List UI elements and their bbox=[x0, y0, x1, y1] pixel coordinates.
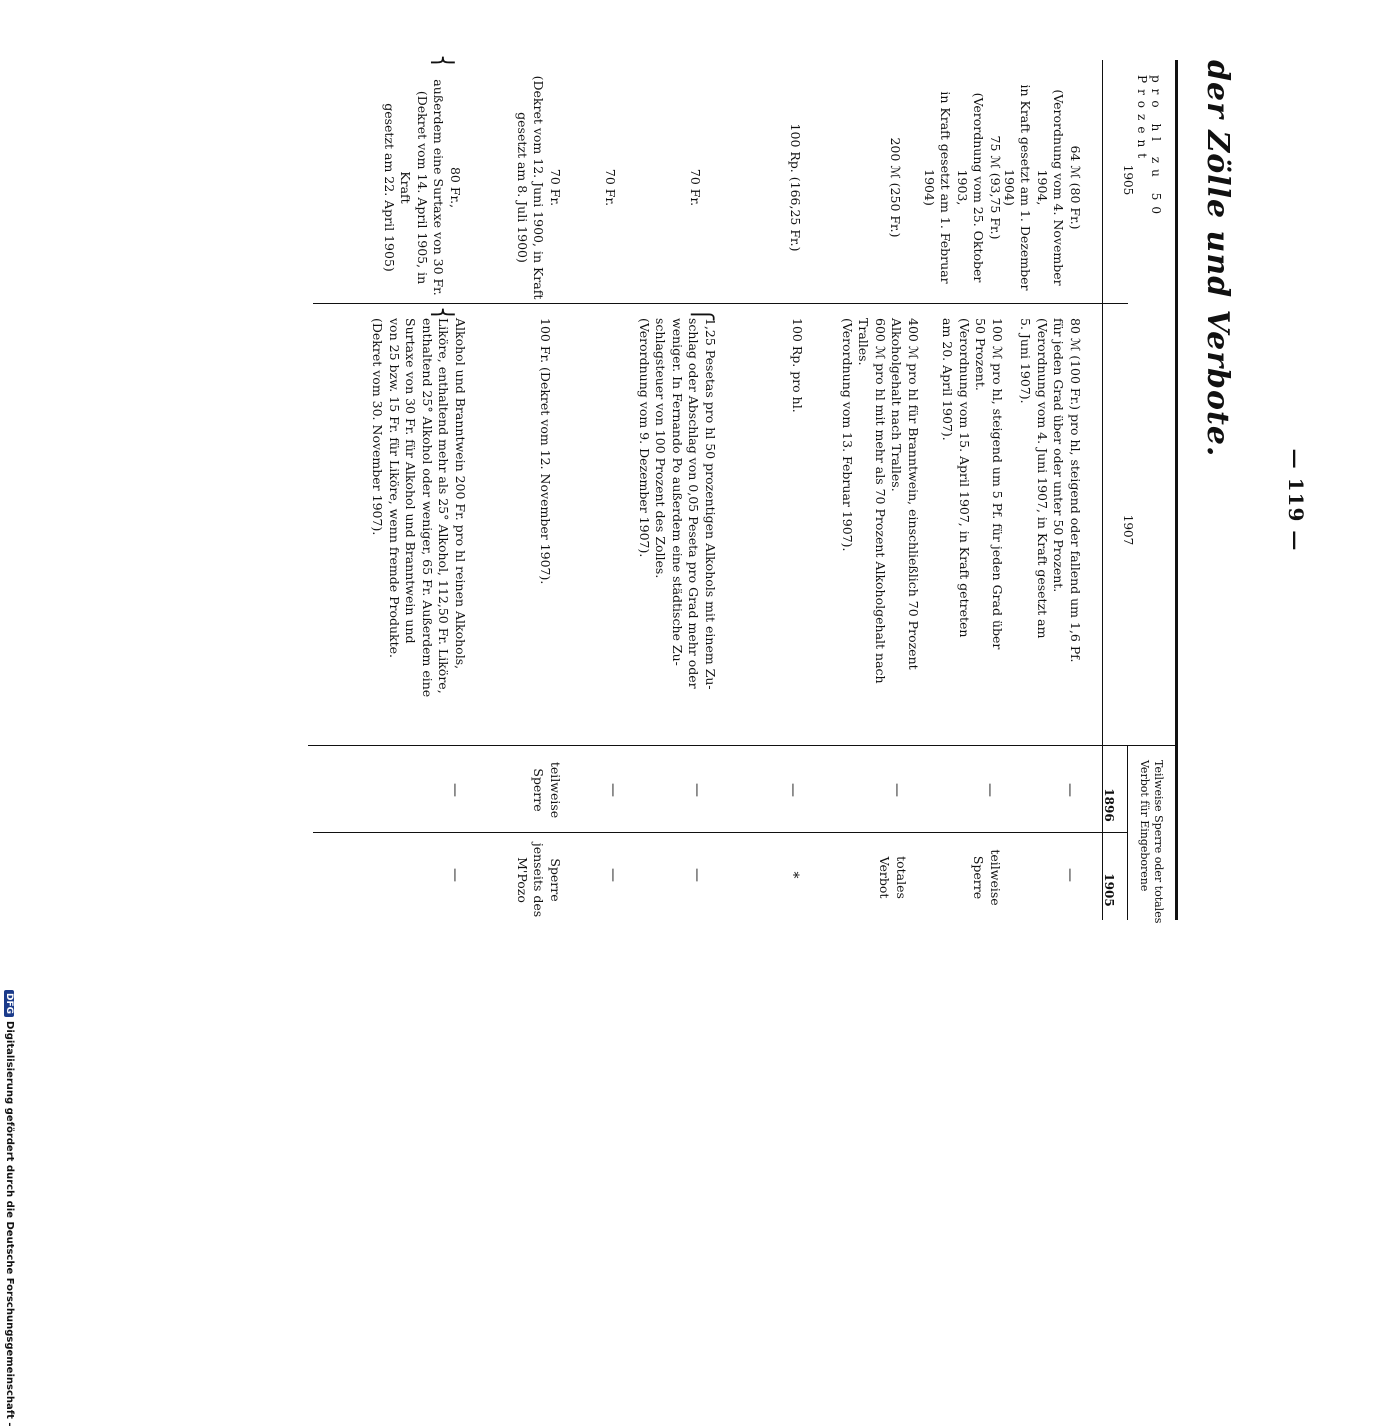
row5-1896: — bbox=[689, 783, 705, 797]
col-header-1896: 1896 bbox=[1102, 788, 1116, 822]
row5-brace: ⎧ bbox=[691, 307, 715, 322]
column-rule-1 bbox=[313, 303, 1128, 304]
row6-rate-1905: 70 Fr. bbox=[603, 168, 618, 207]
row2-rate-1905: 75 ℳ (93,75 Fr.) (Verordnung vom 25. Oktober 1903, in Kraft gesetzt am 1. Februar 1904) bbox=[922, 91, 1003, 284]
row8-rate-1907: Alkohol und Branntwein 200 Fr. pro hl reinen Alkohols, Liköre, enthaltend mehr als 25° Alkohol, 112,50 Fr. Liköre, enthaltend 25° Alkohol oder weniger, 65 Fr. Außerdem eine Surtaxe von 30 Fr. für Alkohol und Branntwein und von 25 bzw. 15 Fr. für Liköre, wenn fremde Produkte. (Dekret vom 30. November 1907). bbox=[370, 318, 468, 698]
row5-rate-1907: 1,25 Pesetas pro hl 50 prozentigen Alkohols mit einem Zu- schlag oder Abschlag von 0,05 Peseta pro Grad mehr oder weniger. In Fernando Po außerdem eine städtische Zu- schlagsteuer von 100 Prozent des Zolles. (Verordnung vom 9. Dezember 1907). bbox=[637, 318, 718, 690]
column-rule-2 bbox=[308, 745, 1178, 746]
table-top-rule bbox=[1175, 60, 1178, 920]
row2-1905b: teilweise Sperre bbox=[971, 849, 1003, 906]
row7-rate-1907: 100 Fr. (Dekret vom 12. November 1907). bbox=[538, 318, 553, 585]
col-header-prohibition: Teilweise Sperre oder totales Verbot für Eingeborene bbox=[1138, 760, 1165, 924]
row2-1896: — bbox=[982, 783, 998, 797]
row8-brace: ⎨ bbox=[431, 307, 455, 322]
row3-rate-1905: 200 ℳ (250 Fr.) bbox=[888, 137, 903, 238]
row4-rate-1907: 100 Rp. pro hl. bbox=[790, 318, 805, 413]
row8-rate-1905: 80 Fr., außerdem eine Surtaxe von 30 Fr. (Dekret vom 14. April 1905, in Kraft gesetzt am 22. April 1905) bbox=[382, 79, 463, 296]
row6-1905b: — bbox=[605, 868, 621, 882]
row2-rate-1907: 100 ℳ pro hl, steigend um 5 Pf. für jeden Grad über 50 Prozent. (Verordnung vom 15. April 1907, in Kraft getreten am 20. April 1907). bbox=[940, 318, 1005, 650]
col-header-1905: 1905 bbox=[1121, 164, 1135, 196]
row5-rate-1905: 70 Fr. bbox=[688, 168, 703, 207]
page-number: — 119 — bbox=[1284, 448, 1308, 552]
row8-brace-left: ⎨ bbox=[431, 55, 455, 70]
col-header-1905b: 1905 bbox=[1102, 873, 1116, 907]
dfg-logo: DFG bbox=[4, 990, 14, 1017]
page-title: der Zölle und Verbote. bbox=[1200, 60, 1235, 458]
row8-1896: — bbox=[447, 783, 463, 797]
row4-rate-1905: 100 Rp. (166,25 Fr.) bbox=[788, 123, 803, 252]
row7-1896: teilweise Sperre bbox=[531, 761, 563, 819]
row3-rate-1907: 400 ℳ pro hl für Branntwein, einschließlich 70 Prozent Alkoholgehalt nach Tralles. 600 ℳ pro hl mit mehr als 70 Prozent Alkoholgehalt nach Tralles. (Verordnung vom 13. Februar 1907). bbox=[840, 318, 921, 684]
row1-rate-1905: 64 ℳ (80 Fr.) (Verordnung vom 4. November 1904, in Kraft gesetzt am 1. Dezember 1904) bbox=[1002, 84, 1083, 291]
row8-1905b: — bbox=[447, 868, 463, 882]
row5-1905b: — bbox=[689, 868, 705, 882]
row6-1896: — bbox=[605, 783, 621, 797]
column-rule-3 bbox=[313, 832, 1128, 833]
col-header-1907: 1907 bbox=[1121, 514, 1135, 546]
row3-1896: — bbox=[889, 783, 905, 797]
row1-rate-1907: 80 ℳ (100 Fr.) pro hl, steigend oder fallend um 1,6 Pf. für jeden Grad über oder unter 50 Prozent. (Verordnung vom 4. Juni 1907, in Kraft gesetzt am 5. Juni 1907). bbox=[1018, 318, 1083, 663]
col3-sub-rule bbox=[1127, 745, 1128, 920]
row4-1896: — bbox=[785, 783, 801, 797]
digitization-watermark bbox=[4, 990, 15, 1427]
watermark-text: Digitalisierung gefördert durch die Deutsche Forschungsgemeinschaft - bbox=[4, 1021, 15, 1427]
row3-1905b: totales Verbot bbox=[877, 856, 909, 899]
row1-1896: — bbox=[1062, 783, 1078, 797]
col-header-rate: pro hl zu 50 Prozent bbox=[1135, 75, 1163, 220]
row4-1905b: * bbox=[785, 871, 801, 879]
row7-1905b: Sperre jenseits des M'Pozo bbox=[515, 842, 563, 918]
row7-rate-1905: 70 Fr. (Dekret vom 12. Juni 1900, in Kraft gesetzt am 8. Juli 1900) bbox=[515, 75, 563, 300]
row1-1905b: — bbox=[1062, 868, 1078, 882]
